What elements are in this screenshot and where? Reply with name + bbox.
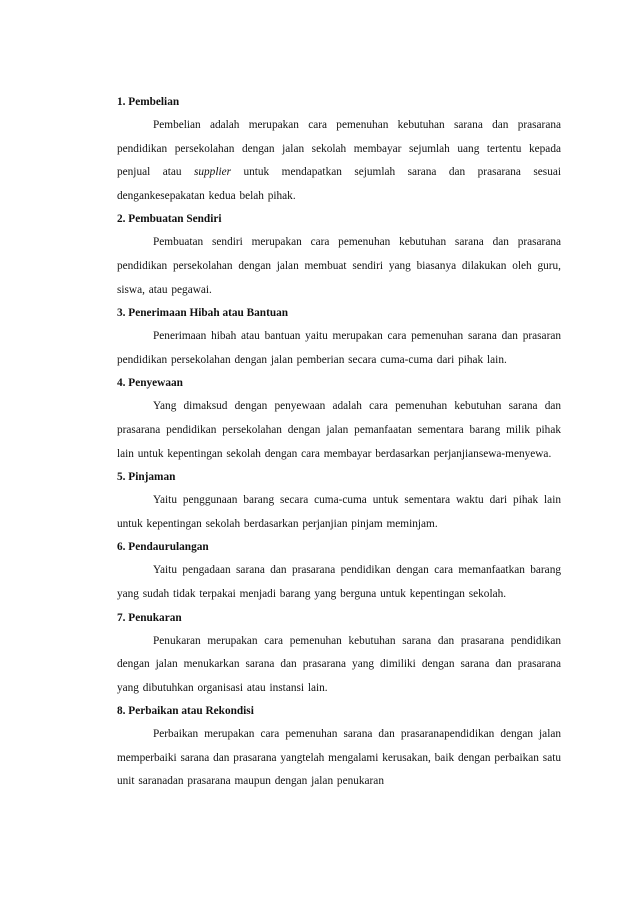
section-heading: 2. Pembuatan Sendiri <box>117 213 222 226</box>
section-pembelian <box>117 91 561 208</box>
section-heading: 1. Pembelian <box>117 96 180 108</box>
section-paragraph: Yaitu penggunaan barang secara cuma-cuma untuk sementara waktu dari pihak lain untuk kepentingan sekolah berdasarkan perjanjian pinjam meminjam. <box>117 494 561 530</box>
section-paragraph: Penerimaan hibah atau bantuan yaitu merupakan cara pemenuhan sarana dan prasaran pendidikan persekolahan dengan jalan pemberian secara cuma-cuma dari pihak lain. <box>117 330 561 366</box>
section-paragraph: Penukaran merupakan cara pemenuhan kebutuhan sarana dan prasarana pendidikan dengan jalan menukarkan sarana dan prasarana yang dimiliki dengan sarana dan prasarana yang dibutuhkan organisasi atau instansi lain. <box>117 634 561 694</box>
section-heading: 4. Penyewaan <box>117 377 183 390</box>
italic-term: supplier <box>193 166 232 179</box>
section-paragraph: Perbaikan merupakan cara pemenuhan sarana dan prasaranapendidikan dengan jalan memperbaiki sarana dan prasarana yangtelah mengalami kerusakan, baik dengan perbaikan satu unit saranadan prasarana maupun dengan jalan penukaran <box>117 728 561 788</box>
section-heading: 7. Penukaran <box>117 611 182 624</box>
section-heading: 8. Perbaikan atau Rekondisi <box>117 705 254 718</box>
paragraph-text: Pembelian adalah merupakan cara pemenuhan kebutuhan sarana dan prasarana pendidikan persekolahan dengan jalan sekolah membayar sejumlah uang tertentu kepada penjual atau <box>117 119 561 179</box>
section-paragraph: Yang dimaksud dengan penyewaan adalah cara pemenuhan kebutuhan sarana dan prasarana pendidikan persekolahan dengan jalan pemanfaatan sementara barang milik pihak lain untuk kepentingan sekolah dengan cara membayar berdasarkan perjanjiansewa-menyewa. <box>117 400 561 460</box>
section-pinjaman <box>117 466 561 536</box>
section-perbaikan <box>117 700 561 794</box>
section-pembuatan-sendiri <box>117 208 561 302</box>
section-paragraph: Yaitu pengadaan sarana dan prasarana pendidikan dengan cara memanfaatkan barang yang sudah tidak terpakai menjadi barang yang berguna untuk kepentingan sekolah. <box>117 564 561 600</box>
section-heading: 5. Pinjaman <box>117 471 176 484</box>
section-paragraph: Pembuatan sendiri merupakan cara pemenuhan kebutuhan sarana dan prasarana pendidikan persekolahan dengan jalan membuat sendiri yang biasanya dilakukan oleh guru, siswa, atau pegawai. <box>117 236 561 296</box>
section-heading: 3. Penerimaan Hibah atau Bantuan <box>117 307 289 320</box>
section-penukaran <box>117 607 561 701</box>
section-penyewaan <box>117 372 561 466</box>
paragraph-text: untuk mendapatkan sejumlah sarana dan prasarana sesuai dengankesepakatan kedua belah pihak. <box>117 166 561 202</box>
section-heading: 6. Pendaurulangan <box>117 541 209 554</box>
section-paragraph <box>117 114 561 208</box>
section-pendaurulangan <box>117 536 561 606</box>
page-content <box>117 91 561 794</box>
section-penerimaan-hibah <box>117 302 561 372</box>
